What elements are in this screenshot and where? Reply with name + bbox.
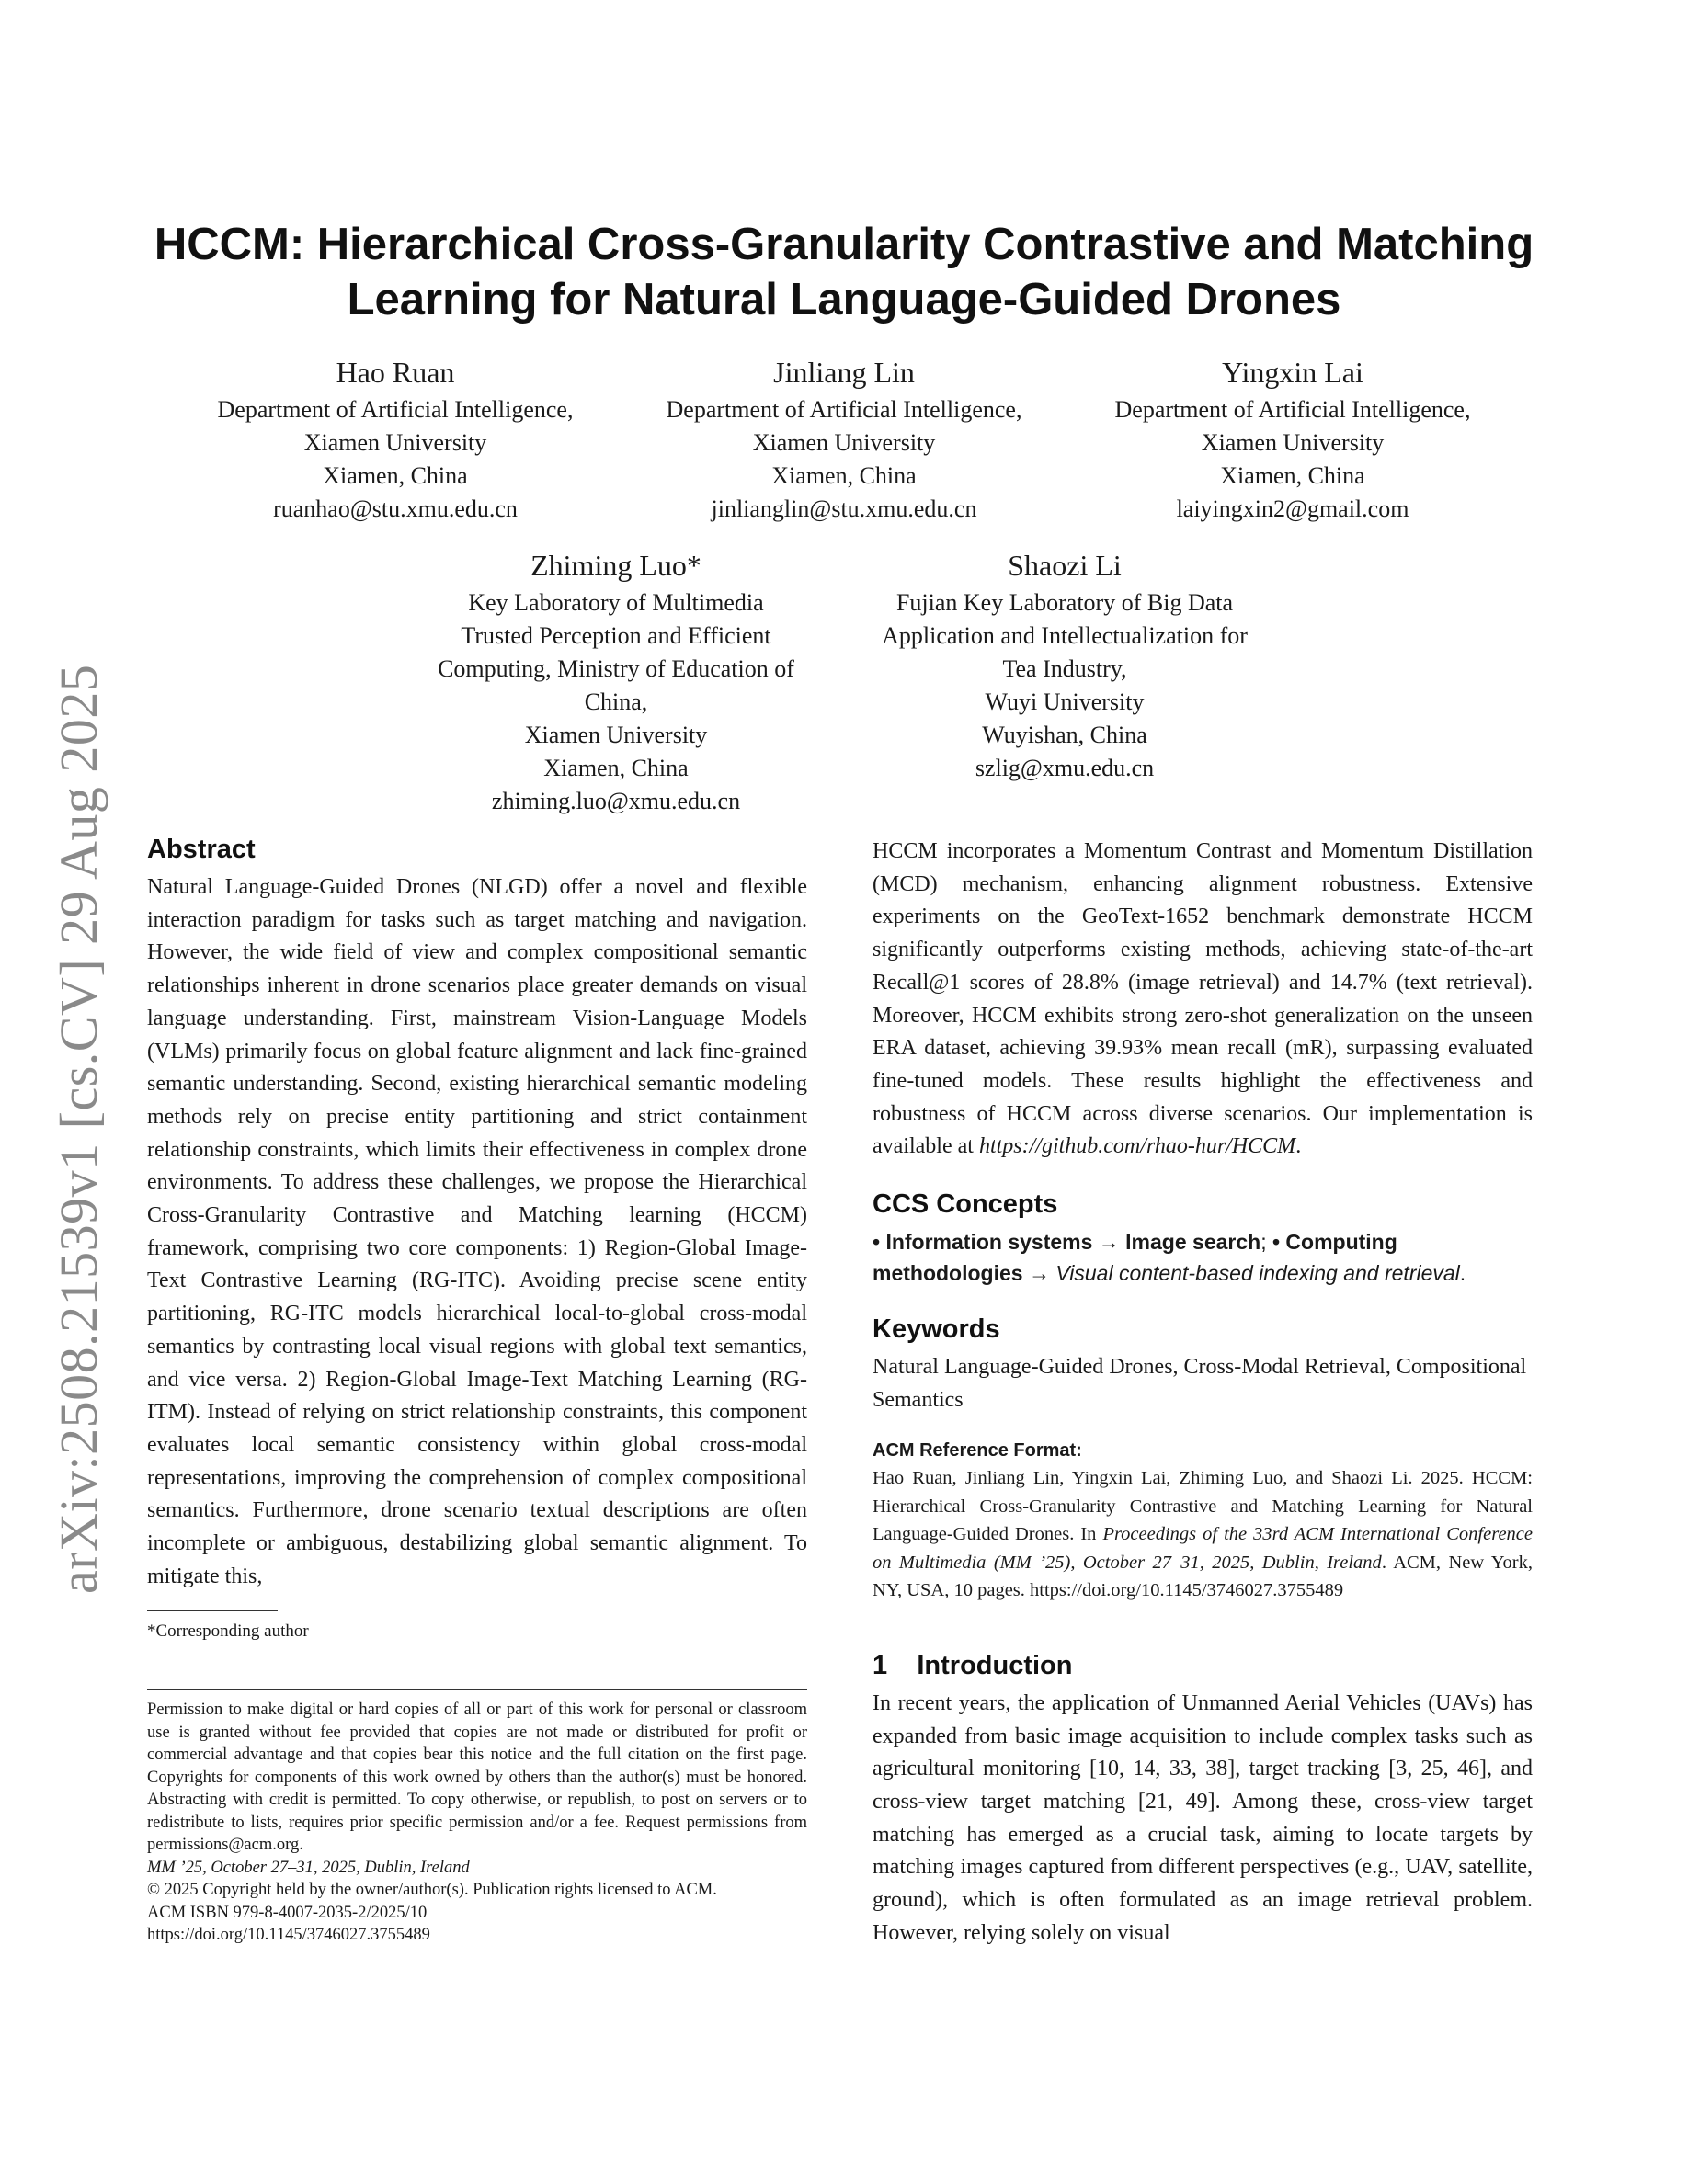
author-email[interactable]: jinlianglin@stu.xmu.edu.cn (711, 495, 977, 522)
ccs-item-2-detail: Visual content-based indexing and retrieval (1055, 1261, 1460, 1286)
acm-ref-proceedings: Proceedings of the 33rd ACM International Conference on Multimedia (MM ’25), October 27–31, 2025, Dublin, Ireland (873, 1524, 1533, 1573)
arxiv-identifier: arXiv:2508.21539v1 [cs.CV] 29 Aug 2025 (49, 664, 108, 1594)
abstract-text-left: Natural Language-Guided Drones (NLGD) offer a novel and flexible interaction paradigm for tasks such as target matching and navigation. However, the wide field of view and complex compositional semantic relationships inherent in drone scenarios place greater demands on visual language understanding. First, mainstream Vision-Language Models (VLMs) primarily focus on global feature alignment and lack fine-grained semantic understanding. Second, existing hierarchical semantic modeling methods rely on precise entity partitioning and strict containment relationship constraints, which limits their effectiveness in complex drone environments. To address these challenges, we propose the Hierarchical Cross-Granularity Contrastive and Matching learning (HCCM) framework, comprising two core components: 1) Region-Global Image-Text Contrastive Learning (RG-ITC). Avoiding precise scene entity partitioning, RG-ITC models hierarchical local-to-global cross-modal semantics by contrasting local visual regions with global text semantics, and vice versa. 2) Region-Global Image-Text Matching Learning (RG-ITM). Instead of relying on strict relationship constraints, this component evaluates local semantic consistency within global cross-modal representations, improving the comprehension of complex compositional semantics. Furthermore, drone scenario textual descriptions are often incomplete or ambiguous, destabilizing global semantic alignment. To mitigate this, (147, 875, 807, 1588)
acm-ref-part-1: Hao Ruan, Jinliang Lin, Yingxin Lai, Zhiming Luo, and Shaozi Li. 2025. HCCM: Hierarchical Cross-Granularity Contrastive and Matching Learning for Natural Language-Guided Drones. In (873, 1468, 1533, 1545)
author-affiliation: Xiamen, China (1220, 462, 1365, 489)
title-line-2: Learning for Natural Language-Guided Drones (347, 275, 1341, 324)
author-affiliation: Department of Artificial Intelligence, (217, 396, 574, 423)
paper-title (92, 217, 1596, 327)
abstract-continued: HCCM incorporates a Momentum Contrast and Momentum Distillation (MCD) mechanism, enhancing alignment robustness. Extensive experiments on the GeoText-1652 benchmark demonstrate HCCM significantly outperforms existing methods, achieving state-of-the-art Recall@1 scores of 28.8% (image retrieval) and 14.7% (text retrieval). Moreover, HCCM exhibits strong zero-shot generalization on the unseen ERA dataset, achieving 39.93% mean recall (mR), surpassing evaluated fine-tuned models. These results highlight the effectiveness and robustness of HCCM across diverse scenarios. Our implementation is available at (873, 839, 1533, 1159)
author-affiliation: Xiamen University (303, 429, 487, 456)
permission-block (147, 1699, 807, 1947)
ccs-concepts (873, 1226, 1533, 1289)
author-affiliation: Department of Artificial Intelligence, (666, 396, 1022, 423)
author-affiliation: China, (584, 688, 648, 715)
author-block-5 (816, 544, 1313, 785)
author-affiliation: Fujian Key Laboratory of Big Data (895, 589, 1234, 616)
author-affiliation: Application and Intellectualization for (882, 622, 1248, 649)
acm-reference-text (873, 1464, 1533, 1605)
right-column (873, 831, 1533, 1951)
ccs-separator: ; (1260, 1230, 1272, 1255)
ccs-heading: CCS Concepts (873, 1189, 1058, 1220)
corresponding-author-note: *Corresponding author (147, 1621, 309, 1641)
isbn-text: ACM ISBN 979-8-4007-2035-2/2025/10 (147, 1903, 428, 1922)
author-affiliation: Xiamen University (752, 429, 936, 456)
author-affiliation: Xiamen, China (543, 755, 689, 781)
abstract-text-right (873, 836, 1533, 1164)
permission-divider (147, 1689, 807, 1690)
ccs-arrow: → (1022, 1261, 1056, 1286)
author-affiliation: Key Laboratory of Multimedia (468, 589, 764, 616)
author-name: Jinliang Lin (773, 356, 915, 389)
ccs-end: . (1459, 1261, 1466, 1286)
author-affiliation: Wuyishan, China (982, 722, 1147, 748)
author-affiliation: Department of Artificial Intelligence, (1114, 396, 1471, 423)
author-name: Zhiming Luo* (530, 549, 701, 582)
author-affiliation: Tea Industry, (1002, 655, 1127, 682)
doi-link[interactable]: https://doi.org/10.1145/3746027.3755489 (147, 1926, 430, 1944)
keywords-text: Natural Language-Guided Drones, Cross-Modal Retrieval, Compositional Semantics (873, 1355, 1527, 1412)
footnote-divider (147, 1610, 278, 1611)
author-affiliation: Xiamen, China (323, 462, 468, 489)
ccs-item-2: • Computing methodologies (873, 1230, 1397, 1286)
title-line-1: HCCM: Hierarchical Cross-Granularity Contrastive and Matching (154, 220, 1534, 269)
author-email[interactable]: szlig@xmu.edu.cn (975, 755, 1155, 781)
author-email[interactable]: ruanhao@stu.xmu.edu.cn (273, 495, 518, 522)
author-name: Hao Ruan (336, 356, 455, 389)
author-affiliation: Xiamen, China (771, 462, 917, 489)
author-affiliation: Computing, Ministry of Education of (438, 655, 794, 682)
author-affiliation: Trusted Perception and Efficient (461, 622, 771, 649)
author-block-3 (1035, 351, 1550, 526)
abstract-end: . (1295, 1134, 1302, 1159)
author-email[interactable]: laiyingxin2@gmail.com (1176, 495, 1409, 522)
left-column (147, 831, 807, 1593)
conference-info: MM ’25, October 27–31, 2025, Dublin, Ireland (147, 1858, 470, 1877)
author-block-4 (368, 544, 864, 818)
acm-ref-part-2: . ACM, New York, NY, USA, 10 pages. https://doi.org/10.1145/3746027.3755489 (873, 1552, 1533, 1601)
author-affiliation: Wuyi University (985, 688, 1145, 715)
introduction-text: In recent years, the application of Unmanned Aerial Vehicles (UAVs) has expanded from basic image acquisition to include complex tasks such as agricultural monitoring [10, 14, 33, 38], target tracking [3, 25, 46], and cross-view target matching [21, 49]. Among these, cross-view target matching has emerged as a crucial task, aiming to locate targets by matching images captured from different perspectives (e.g., UAV, satellite, ground), which is often formulated as an image retrieval problem. However, relying solely on visual (873, 1690, 1533, 1945)
ccs-item-1: • Information systems → Image search (873, 1230, 1261, 1255)
author-email[interactable]: zhiming.luo@xmu.edu.cn (491, 788, 741, 814)
author-affiliation: Xiamen University (1201, 429, 1385, 456)
author-block-1 (138, 351, 653, 526)
author-affiliation: Xiamen University (524, 722, 708, 748)
author-name: Yingxin Lai (1222, 356, 1363, 389)
github-link[interactable]: https://github.com/rhao-hur/HCCM (978, 1134, 1296, 1159)
acm-reference-heading: ACM Reference Format: (873, 1440, 1082, 1462)
copyright-text: © 2025 Copyright held by the owner/author(s). Publication rights licensed to ACM. (147, 1881, 717, 1899)
permission-text: Permission to make digital or hard copies of all or part of this work for personal or classroom use is granted without fee provided that copies are not made or distributed for profit or commercial advantage and that copies bear this notice and the full citation on the first page. Copyrights for components of this work owned by others than the author(s) must be honored. Abstracting with credit is permitted. To copy otherwise, or republish, to post on servers or to redistribute to lists, requires prior specific permission and/or a fee. Request permissions from permissions@acm.org. (147, 1701, 807, 1854)
abstract-heading: Abstract (147, 835, 256, 864)
author-block-2 (587, 351, 1101, 526)
author-name: Shaozi Li (1008, 549, 1122, 582)
keywords-heading: Keywords (873, 1314, 1000, 1345)
introduction-heading: 1 Introduction (873, 1650, 1073, 1680)
